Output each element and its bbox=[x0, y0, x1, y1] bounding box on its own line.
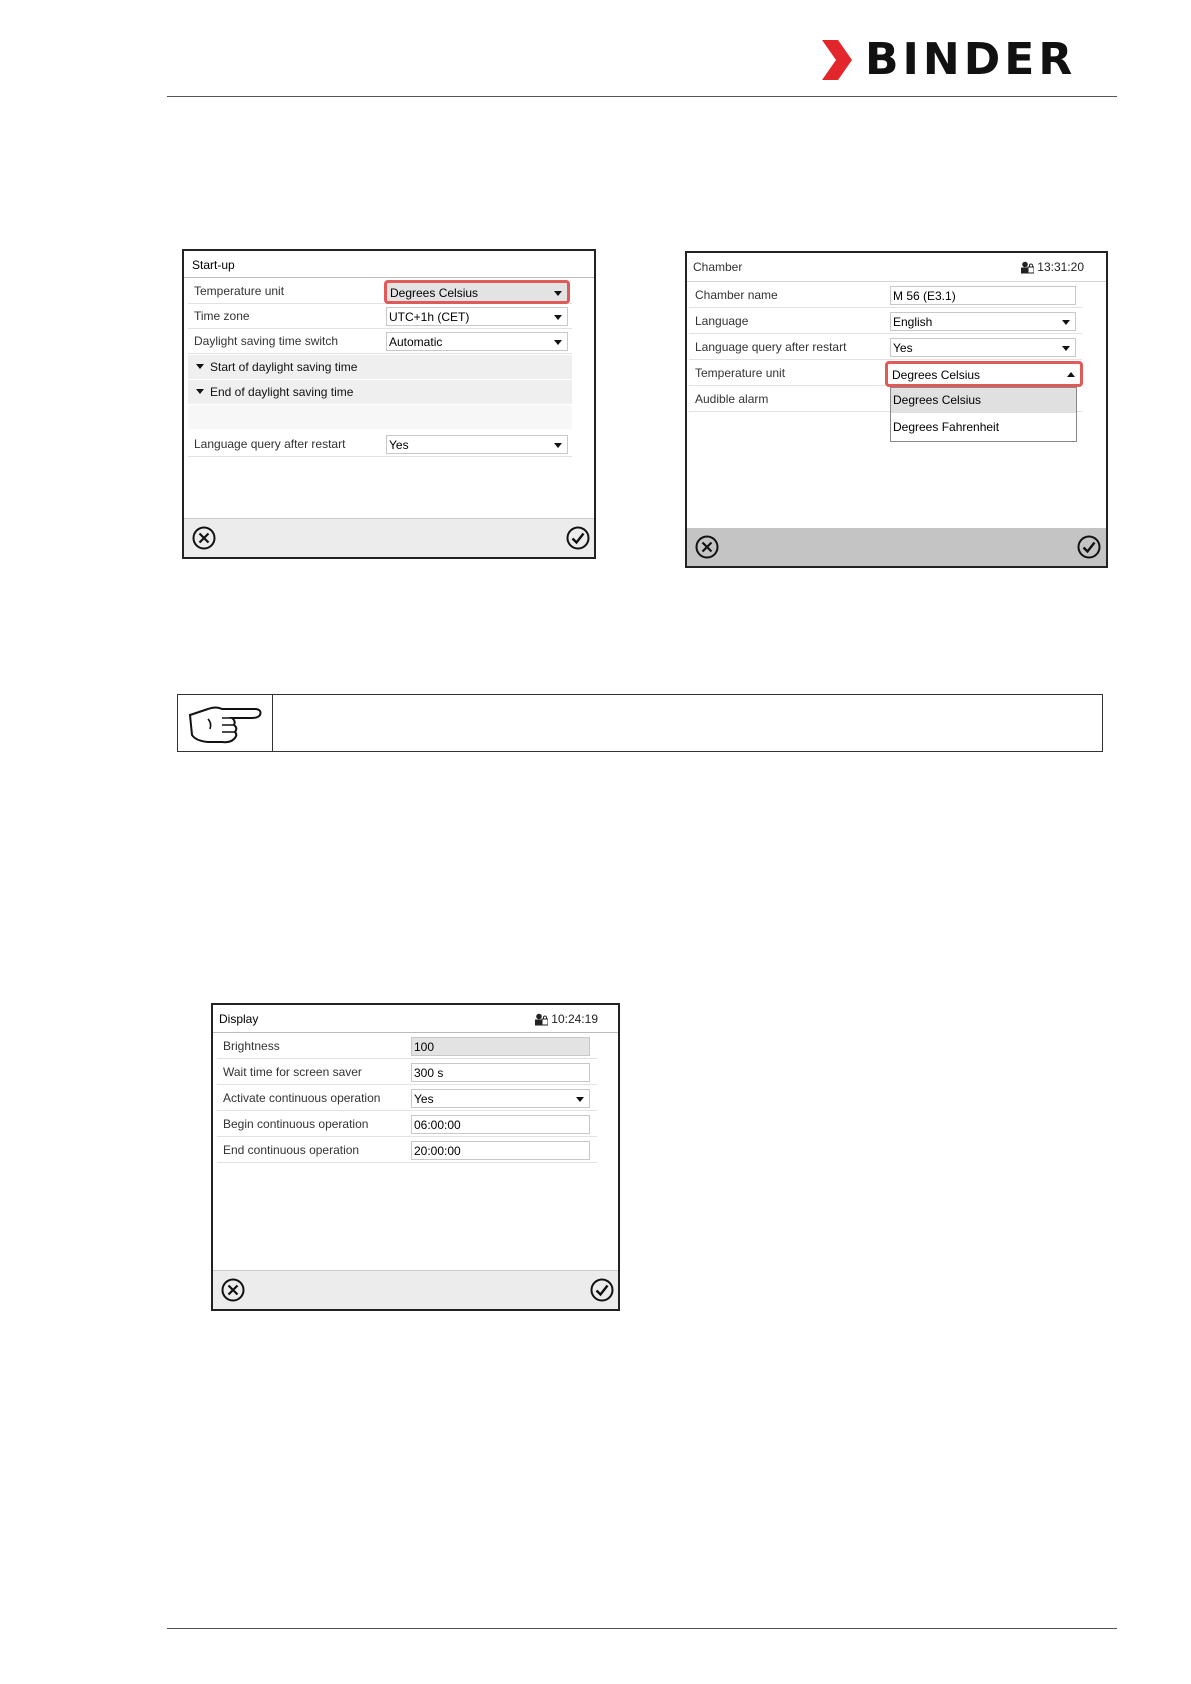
chevron-up-icon bbox=[1067, 372, 1075, 377]
select-value: Degrees Celsius bbox=[892, 368, 981, 382]
status-clock bbox=[1020, 260, 1084, 274]
screen-footer bbox=[687, 528, 1106, 566]
language-query-select[interactable] bbox=[386, 435, 568, 454]
row-label: Time zone bbox=[194, 309, 250, 323]
clock-time: 13:31:20 bbox=[1037, 260, 1084, 274]
row-label: Temperature unit bbox=[695, 366, 786, 380]
footer-rule bbox=[167, 1628, 1117, 1629]
continuous-operation-select[interactable] bbox=[411, 1089, 590, 1108]
startup-screen bbox=[182, 249, 596, 559]
note-divider bbox=[272, 695, 273, 751]
input-value: 300 s bbox=[414, 1066, 444, 1080]
row-label: Begin continuous operation bbox=[223, 1117, 369, 1131]
expand-icon bbox=[196, 364, 204, 369]
header-rule bbox=[167, 96, 1117, 97]
option-degrees-celsius[interactable]: Degrees Celsius bbox=[891, 388, 1076, 413]
section-end-dst[interactable] bbox=[188, 380, 572, 404]
row-label: Brightness bbox=[223, 1039, 280, 1053]
setting-row-temperature-unit bbox=[188, 280, 572, 304]
chevron-down-icon bbox=[554, 291, 562, 296]
section-start-dst[interactable] bbox=[188, 355, 572, 379]
input-value: M 56 (E3.1) bbox=[893, 289, 956, 303]
select-value: Yes bbox=[893, 341, 913, 355]
confirm-button[interactable] bbox=[1077, 535, 1101, 559]
setting-row-language-query bbox=[188, 433, 572, 457]
row-label: Temperature unit bbox=[194, 284, 285, 298]
brand-name: BINDER bbox=[865, 34, 1077, 85]
select-value: Automatic bbox=[389, 335, 443, 349]
row-label: Wait time for screen saver bbox=[223, 1065, 362, 1079]
screen-title: Chamber bbox=[693, 260, 743, 274]
screen-footer bbox=[184, 518, 594, 557]
setting-row-brightness bbox=[217, 1035, 597, 1059]
chamber-name-input[interactable] bbox=[890, 286, 1076, 305]
temperature-unit-select[interactable] bbox=[885, 361, 1083, 387]
chevron-down-icon bbox=[576, 1097, 584, 1102]
row-label: Language bbox=[695, 314, 749, 328]
chevron-down-icon bbox=[554, 340, 562, 345]
temperature-unit-select[interactable] bbox=[384, 280, 570, 304]
expand-icon bbox=[196, 389, 204, 394]
logo-arrow-icon bbox=[822, 40, 852, 80]
setting-row-dst-switch bbox=[188, 330, 572, 354]
confirm-button[interactable] bbox=[590, 1278, 614, 1302]
setting-row-begin-continuous bbox=[217, 1113, 597, 1137]
setting-row-screen-saver bbox=[217, 1061, 597, 1085]
setting-row-language-query bbox=[689, 336, 1082, 360]
end-time-input[interactable] bbox=[411, 1141, 590, 1160]
setting-row-end-continuous bbox=[217, 1139, 597, 1163]
row-label: End continuous operation bbox=[223, 1143, 360, 1157]
chevron-down-icon bbox=[1062, 320, 1070, 325]
setting-row-time-zone bbox=[188, 305, 572, 329]
time-zone-select[interactable] bbox=[386, 307, 568, 326]
screen-title: Start-up bbox=[192, 258, 235, 272]
setting-row-chamber-name bbox=[689, 284, 1082, 308]
row-label: Language query after restart bbox=[194, 437, 346, 451]
select-value: Degrees Celsius bbox=[390, 286, 479, 300]
setting-row-continuous-operation bbox=[217, 1087, 597, 1111]
clock-time: 10:24:19 bbox=[551, 1012, 598, 1026]
cancel-button[interactable] bbox=[695, 535, 719, 559]
setting-row-language bbox=[689, 310, 1082, 334]
cancel-button[interactable] bbox=[192, 526, 216, 550]
dst-switch-select[interactable] bbox=[386, 332, 568, 351]
chevron-down-icon bbox=[554, 315, 562, 320]
row-label: Activate continuous operation bbox=[223, 1091, 381, 1105]
note-box bbox=[177, 694, 1103, 752]
row-label: Audible alarm bbox=[695, 392, 769, 406]
input-value: 06:00:00 bbox=[414, 1118, 461, 1132]
lock-user-icon bbox=[1020, 261, 1034, 274]
begin-time-input[interactable] bbox=[411, 1115, 590, 1134]
title-divider bbox=[687, 281, 1106, 282]
chamber-screen bbox=[685, 251, 1108, 568]
select-value: English bbox=[893, 315, 933, 329]
confirm-button[interactable] bbox=[566, 526, 590, 550]
section-spacer bbox=[188, 405, 572, 429]
row-label: Chamber name bbox=[695, 288, 778, 302]
chevron-down-icon bbox=[1062, 346, 1070, 351]
title-divider bbox=[213, 1032, 618, 1033]
language-query-select[interactable] bbox=[890, 338, 1076, 357]
section-label: End of daylight saving time bbox=[210, 385, 354, 399]
row-label: Daylight saving time switch bbox=[194, 334, 339, 348]
title-divider bbox=[184, 277, 594, 278]
status-clock bbox=[534, 1012, 598, 1026]
option-degrees-fahrenheit[interactable]: Degrees Fahrenheit bbox=[893, 420, 1000, 434]
temperature-unit-dropdown bbox=[890, 387, 1077, 442]
select-value: UTC+1h (CET) bbox=[389, 310, 470, 324]
lock-user-icon bbox=[534, 1013, 548, 1026]
screen-footer bbox=[213, 1270, 618, 1309]
select-value: Yes bbox=[389, 438, 409, 452]
input-value: 100 bbox=[414, 1040, 435, 1054]
input-value: 20:00:00 bbox=[414, 1144, 461, 1158]
display-screen bbox=[211, 1003, 620, 1311]
language-select[interactable] bbox=[890, 312, 1076, 331]
row-label: Language query after restart bbox=[695, 340, 847, 354]
cancel-button[interactable] bbox=[221, 1278, 245, 1302]
screen-saver-input[interactable] bbox=[411, 1063, 590, 1082]
chevron-down-icon bbox=[554, 443, 562, 448]
setting-row-temperature-unit bbox=[689, 362, 1082, 386]
section-label: Start of daylight saving time bbox=[210, 360, 358, 374]
pointing-hand-icon bbox=[186, 701, 264, 747]
brightness-input[interactable] bbox=[411, 1037, 590, 1056]
screen-title: Display bbox=[219, 1012, 259, 1026]
select-value: Yes bbox=[414, 1092, 434, 1106]
